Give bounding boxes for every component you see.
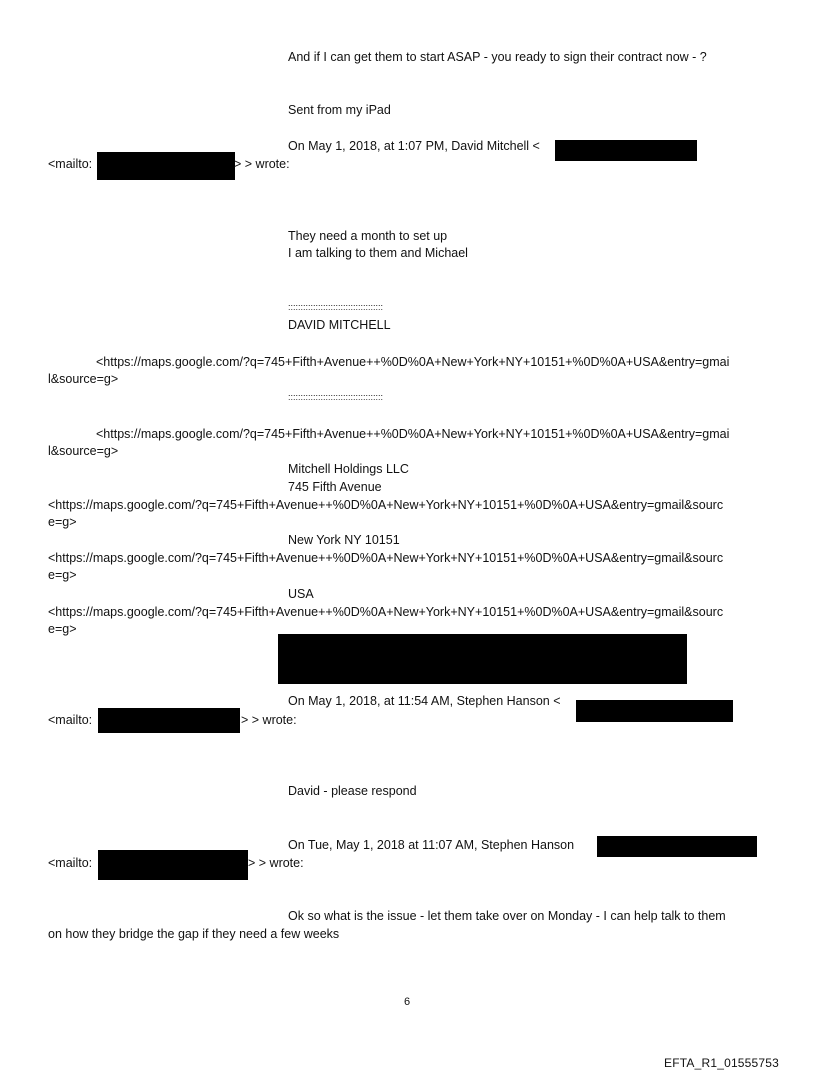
map-link[interactable]: <https://maps.google.com/?q=745+Fifth+Avenue++%0D%0A+New+York+NY+10151+%0D%0A+USA&entry=gmai bbox=[96, 427, 730, 441]
reply-header-1-wrote: > > wrote: bbox=[234, 157, 290, 171]
reply-header-1-mailto: <mailto: bbox=[48, 157, 93, 171]
reply-header-3-mailto: <mailto: bbox=[48, 856, 93, 870]
reply-header-3: On Tue, May 1, 2018 at 11:07 AM, Stephen Hanson bbox=[288, 838, 575, 852]
message-line-talking: I am talking to them and Michael bbox=[288, 246, 468, 260]
reply-header-2-mailto: <mailto: bbox=[48, 713, 93, 727]
signature-divider: :::::::::::::::::::::::::::::::::::::: bbox=[288, 392, 384, 402]
map-link[interactable]: <https://maps.google.com/?q=745+Fifth+Avenue++%0D%0A+New+York+NY+10151+%0D%0A+USA&entry=gmail&sourc bbox=[48, 498, 724, 512]
signature-country: USA bbox=[288, 587, 314, 601]
signature-street: 745 Fifth Avenue bbox=[288, 480, 382, 494]
map-link-continued[interactable]: l&source=g> bbox=[48, 372, 119, 386]
map-link[interactable]: <https://maps.google.com/?q=745+Fifth+Avenue++%0D%0A+New+York+NY+10151+%0D%0A+USA&entry=gmail&sourc bbox=[48, 605, 724, 619]
reply-header-2-wrote: > > wrote: bbox=[241, 713, 297, 727]
message-line-setup: They need a month to set up bbox=[288, 229, 448, 243]
signature-name: DAVID MITCHELL bbox=[288, 318, 391, 332]
map-link[interactable]: <https://maps.google.com/?q=745+Fifth+Avenue++%0D%0A+New+York+NY+10151+%0D%0A+USA&entry=gmai bbox=[96, 355, 730, 369]
redaction-block bbox=[97, 152, 235, 180]
map-link-continued[interactable]: e=g> bbox=[48, 568, 77, 582]
page-number: 6 bbox=[404, 996, 411, 1008]
reply-header-2: On May 1, 2018, at 11:54 AM, Stephen Hanson < bbox=[288, 694, 561, 708]
document-id-footer: EFTA_R1_01555753 bbox=[664, 1056, 780, 1070]
signature-company: Mitchell Holdings LLC bbox=[288, 462, 409, 476]
redaction-block bbox=[98, 850, 248, 880]
signature-city: New York NY 10151 bbox=[288, 533, 400, 547]
message-line-issue: Ok so what is the issue - let them take over on Monday - I can help talk to them bbox=[288, 909, 726, 923]
redaction-block bbox=[278, 634, 687, 684]
redaction-block bbox=[98, 708, 240, 733]
reply-header-1: On May 1, 2018, at 1:07 PM, David Mitchell < bbox=[288, 139, 540, 153]
redaction-block bbox=[576, 700, 733, 722]
map-link-continued[interactable]: l&source=g> bbox=[48, 444, 119, 458]
message-line-respond: David - please respond bbox=[288, 784, 417, 798]
signature-divider: :::::::::::::::::::::::::::::::::::::: bbox=[288, 302, 384, 312]
sent-from-line: Sent from my iPad bbox=[288, 103, 391, 117]
message-line-bridge: on how they bridge the gap if they need a few weeks bbox=[48, 927, 340, 941]
map-link[interactable]: <https://maps.google.com/?q=745+Fifth+Avenue++%0D%0A+New+York+NY+10151+%0D%0A+USA&entry=gmail&sourc bbox=[48, 551, 724, 565]
redaction-block bbox=[555, 140, 697, 161]
reply-header-3-wrote: > > wrote: bbox=[248, 856, 304, 870]
map-link-continued[interactable]: e=g> bbox=[48, 622, 77, 636]
map-link-continued[interactable]: e=g> bbox=[48, 515, 77, 529]
redaction-block bbox=[597, 836, 757, 857]
message-line-asap: And if I can get them to start ASAP - you ready to sign their contract now - ? bbox=[288, 50, 707, 64]
